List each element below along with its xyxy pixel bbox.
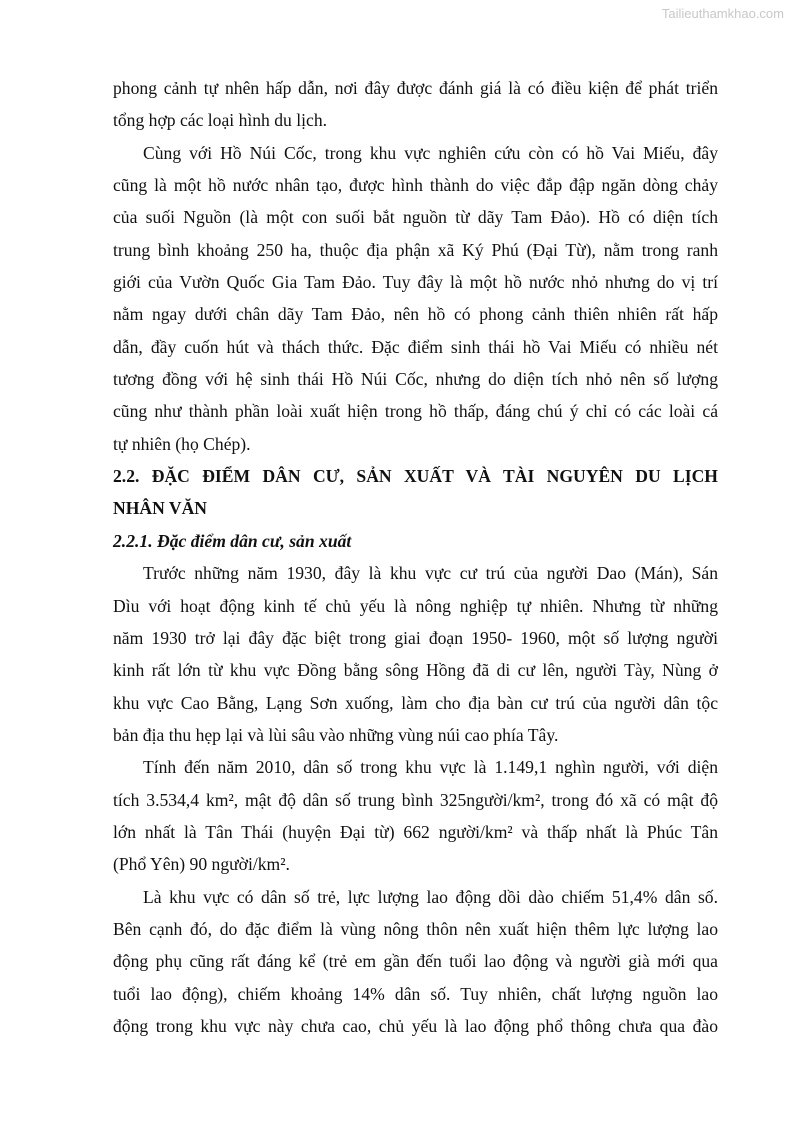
text-line: nằm ngay dưới chân dãy Tam Đảo, nên hồ có phong cảnh thiên nhiên rất hấp — [113, 304, 718, 325]
text-line: tổng hợp các loại hình du lịch. — [113, 110, 328, 131]
paragraph — [113, 557, 718, 751]
text-line: bản địa thu hẹp lại và lùi sâu vào những vùng núi cao phía Tây. — [113, 724, 559, 745]
paragraph — [113, 751, 718, 880]
watermark: Tailieuthamkhao.com — [661, 6, 784, 21]
text-line: lớn nhất là Tân Thái (huyện Đại từ) 662 người/km² và thấp nhất là Phúc Tân — [113, 821, 718, 842]
text-line: năm 1930 trở lại đây đặc biệt trong giai đoạn 1950- 1960, một số lượng người — [113, 627, 718, 648]
text-line: (Phổ Yên) 90 người/km². — [113, 854, 290, 875]
text-line: NHÂN VĂN — [113, 498, 207, 519]
text-line: giới của Vườn Quốc Gia Tam Đảo. Tuy đây là một hồ nước nhỏ nhưng do vị trí — [113, 272, 718, 293]
text-line: 2.2. ĐẶC ĐIỂM DÂN CƯ, SẢN XUẤT VÀ TÀI NGUYÊN DU LỊCH — [113, 466, 718, 487]
text-line: trung bình khoảng 250 ha, thuộc địa phận xã Ký Phú (Đại Từ), nằm trong ranh — [113, 239, 718, 260]
text-line: kinh rất lớn từ khu vực Đồng bằng sông Hồng đã di cư lên, người Tày, Nùng ở — [113, 660, 718, 681]
text-line: của suối Nguồn (là một con suối bắt nguồn từ dãy Tam Đảo). Hồ có diện tích — [113, 207, 718, 228]
text-line: tích 3.534,4 km², mật độ dân số trung bình 325người/km², trong đó xã có mật độ — [113, 789, 718, 810]
paragraph — [113, 72, 718, 137]
text-line: cũng là một hồ nước nhân tạo, được hình thành do việc đắp đập ngăn dòng chảy — [113, 175, 718, 196]
text-line: động trong khu vực này chưa cao, chủ yếu là lao động phổ thông chưa qua đào — [113, 1015, 718, 1036]
text-line: Là khu vực có dân số trẻ, lực lượng lao động dồi dào chiếm 51,4% dân số. — [143, 886, 718, 907]
text-line: Dìu với hoạt động kinh tế chủ yếu là nông nghiệp tự nhiên. Nhưng từ những — [113, 595, 718, 616]
text-line: phong cảnh tự nhên hấp dẫn, nơi đây được đánh giá là có điều kiện để phát triển — [113, 78, 718, 98]
section-heading — [113, 460, 718, 525]
paragraph — [113, 881, 718, 1043]
text-line: động phụ cũng rất đáng kể (trẻ em gần đến tuổi lao động và người già mới qua — [113, 951, 718, 972]
text-line: 2.2.1. Đặc điểm dân cư, sản xuất — [113, 530, 352, 551]
text-line: khu vực Cao Bằng, Lạng Sơn xuống, làm cho địa bàn cư trú của người dân tộc — [113, 692, 718, 713]
text-line: tương đồng với hệ sinh thái Hồ Núi Cốc, nhưng do diện tích nhỏ nên số lượng — [113, 369, 718, 390]
document-page — [113, 72, 718, 1042]
text-line: tự nhiên (họ Chép). — [113, 433, 251, 454]
text-line: tuổi lao động), chiếm khoảng 14% dân số. Tuy nhiên, chất lượng nguồn lao — [113, 983, 718, 1004]
text-line: cũng như thành phần loài xuất hiện trong hồ thấp, đáng chú ý chỉ có các loài cá — [113, 401, 718, 422]
text-line: Tính đến năm 2010, dân số trong khu vực là 1.149,1 nghìn người, với diện — [143, 757, 718, 778]
text-line: Cùng với Hồ Núi Cốc, trong khu vực nghiên cứu còn có hồ Vai Miếu, đây — [143, 142, 718, 163]
subsection-heading — [113, 525, 718, 557]
text-line: Trước những năm 1930, đây là khu vực cư trú của người Dao (Mán), Sán — [143, 563, 718, 584]
text-line: Bên cạnh đó, do đặc điểm là vùng nông thôn nên xuất hiện thêm lực lượng lao — [113, 918, 718, 939]
paragraph — [113, 137, 718, 460]
text-line: dẫn, đầy cuốn hút và thách thức. Đặc điểm sinh thái hồ Vai Miếu có nhiều nét — [113, 336, 718, 357]
